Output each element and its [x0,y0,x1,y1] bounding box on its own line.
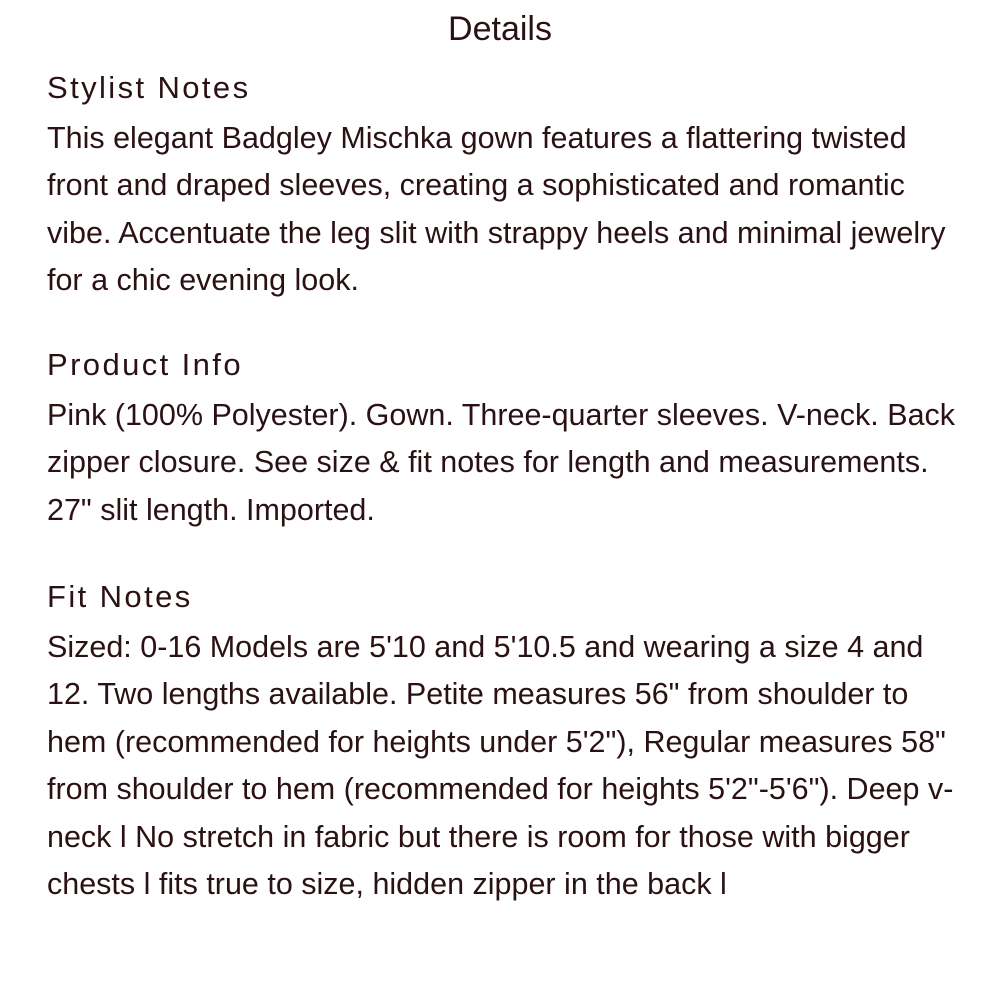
product-info-section [47,347,957,534]
stylist-notes-text: This elegant Badgley Mischka gown features a flattering twisted front and draped sleeves, creating a sophisticated and romantic vibe. Accentuate the leg slit with strappy heels and minimal jewelry for a chic evening look. [47,121,946,298]
product-info-text: Pink (100% Polyester). Gown. Three-quarter sleeves. V-neck. Back zipper closure. See size & fit notes for length and measurements. 27" slit length. Imported. [47,398,956,527]
stylist-notes-section [47,70,957,305]
fit-notes-heading: Fit Notes [47,579,193,614]
fit-notes-text: Sized: 0-16 Models are 5'10 and 5'10.5 and wearing a size 4 and 12. Two lengths available. Petite measures 56" from shoulder to hem (recommended for heights under 5'2"), Regular measures 58" from shoulder to hem (recommended for heights 5'2"-5'6"). Deep v-neck l No stretch in fabric but there is room for those with bigger chests l fits true to size, hidden zipper in the back l [47,630,954,902]
product-info-heading: Product Info [47,347,243,382]
stylist-notes-heading: Stylist Notes [47,70,251,105]
page-title: Details [448,10,552,48]
fit-notes-section [47,579,957,908]
